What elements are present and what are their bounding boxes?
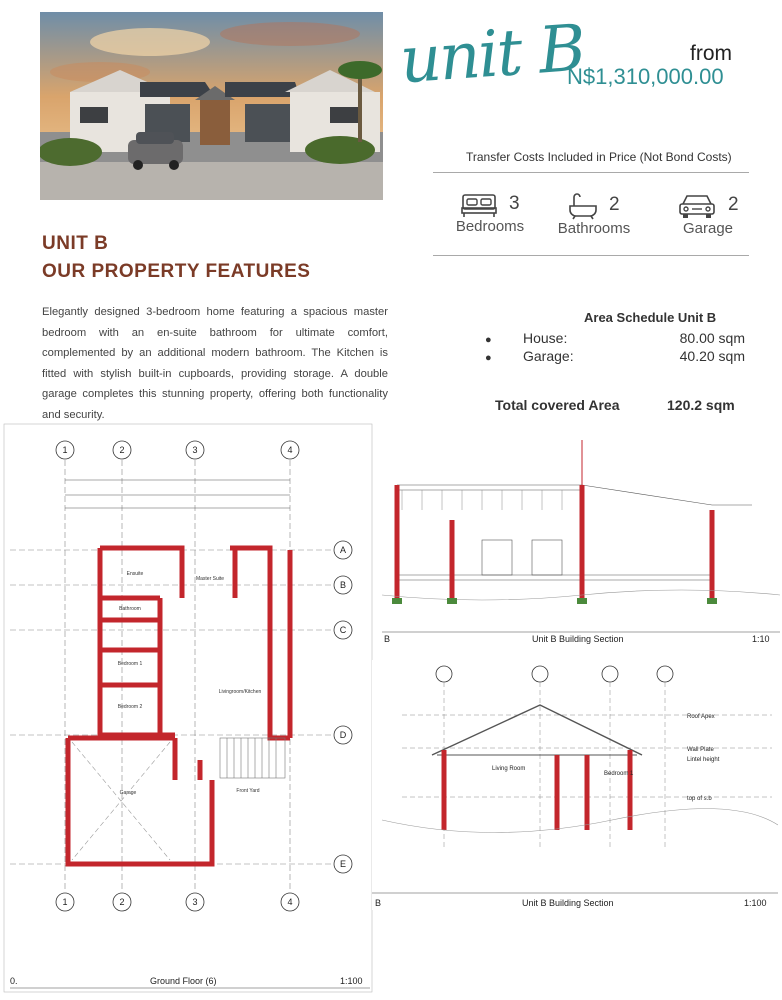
area-label: Garage:: [523, 348, 574, 364]
feature-garage: [670, 192, 746, 237]
section-bottom-drawing: [372, 660, 778, 910]
garage-count: 2: [727, 194, 739, 216]
room-label: Livingroom/Kitchen: [218, 689, 262, 695]
from-label: from: [690, 42, 732, 65]
house-illustration: [40, 12, 383, 200]
grid-label: 3: [192, 445, 198, 455]
section-label: Roof Apex: [687, 714, 715, 720]
feature-bedrooms: [436, 192, 544, 235]
floor-plan-left-caption: 0.: [10, 976, 18, 986]
section-top-scale: 1:10: [752, 634, 770, 644]
section-label: Living Room: [492, 766, 526, 772]
room-label: Ensuite: [126, 571, 144, 577]
garage-label: Garage: [682, 220, 734, 237]
area-label: House:: [523, 330, 568, 346]
car-icon: [677, 197, 721, 214]
unit-heading: UNIT B: [42, 233, 109, 254]
section-label: top of s.b: [687, 796, 712, 802]
bath-icon: [568, 197, 602, 214]
bathrooms-label: Bathrooms: [557, 220, 631, 237]
building-section-bottom: [372, 660, 778, 910]
floor-plan-drawing: [0, 420, 375, 995]
floor-plan-title: Ground Floor (6): [150, 976, 217, 986]
room-label: Bathroom: [119, 606, 141, 612]
building-section-top: [382, 430, 780, 645]
room-label: Garage: [119, 790, 137, 796]
grid-label: A: [339, 545, 347, 555]
grid-label: 1: [62, 445, 68, 455]
bed-icon: [460, 196, 502, 213]
section-bottom-scale: 1:100: [744, 898, 767, 908]
room-label: Front Yard: [236, 788, 260, 794]
area-value: 80.00 sqm: [679, 330, 745, 346]
room-label: Bedroom 2: [117, 704, 143, 710]
floor-plan-scale: 1:100: [340, 976, 363, 986]
feature-bathrooms: [548, 192, 640, 237]
grid-label: 2: [119, 445, 125, 455]
bedrooms-label: Bedrooms: [455, 218, 525, 235]
grid-label: 4: [287, 897, 293, 907]
section-top-drawing: [382, 430, 780, 645]
bathrooms-count: 2: [608, 194, 620, 216]
price: N$1,310,000.00: [567, 64, 724, 89]
section-top-left-caption: B: [384, 634, 391, 644]
grid-label: 3: [192, 897, 198, 907]
transfer-note: Transfer Costs Included in Price (Not Bond Costs): [466, 150, 732, 164]
divider-bottom: [433, 255, 749, 256]
grid-label: B: [339, 580, 347, 590]
grid-label: D: [339, 730, 347, 740]
grid-label: 1: [62, 897, 68, 907]
grid-label: 4: [287, 445, 293, 455]
section-bottom-left-caption: B: [375, 898, 382, 908]
grid-label: C: [339, 625, 347, 635]
section-label: Lintel height: [687, 757, 720, 763]
total-area-value: 120.2 sqm: [667, 397, 735, 413]
hero-house-photo: [40, 12, 383, 200]
floor-plan: [0, 420, 375, 995]
unit-script-title: unit B: [397, 11, 587, 99]
grid-label: 2: [119, 897, 125, 907]
room-label: Bedroom 1: [117, 661, 143, 667]
area-schedule-title: Area Schedule Unit B: [584, 310, 717, 325]
area-value: 40.20 sqm: [679, 348, 745, 364]
grid-label: E: [339, 859, 347, 869]
divider-top: [433, 172, 749, 173]
total-area-label: Total covered Area: [495, 397, 620, 413]
area-row-house: ● House: 80.00 sqm: [485, 330, 745, 346]
section-label: Bedroom 1: [604, 771, 634, 777]
section-label: Wall Plate: [687, 747, 714, 753]
section-top-title: Unit B Building Section: [532, 634, 624, 644]
bedrooms-count: 3: [508, 193, 520, 215]
features-heading: OUR PROPERTY FEATURES: [42, 261, 311, 282]
area-row-garage: ● Garage: 40.20 sqm: [485, 348, 745, 364]
room-label: Master Suite: [195, 576, 225, 582]
section-bottom-title: Unit B Building Section: [522, 898, 614, 908]
description: Elegantly designed 3-bedroom home featuring a spacious master bedroom with an en-suite bathroom for ultimate comfort, complemented by an additional modern bathroom. The Kitchen is fitted with stylish built-in cupboards, providing storage. A double garage completes this stunning property, offering both functionality and security.: [42, 306, 388, 421]
